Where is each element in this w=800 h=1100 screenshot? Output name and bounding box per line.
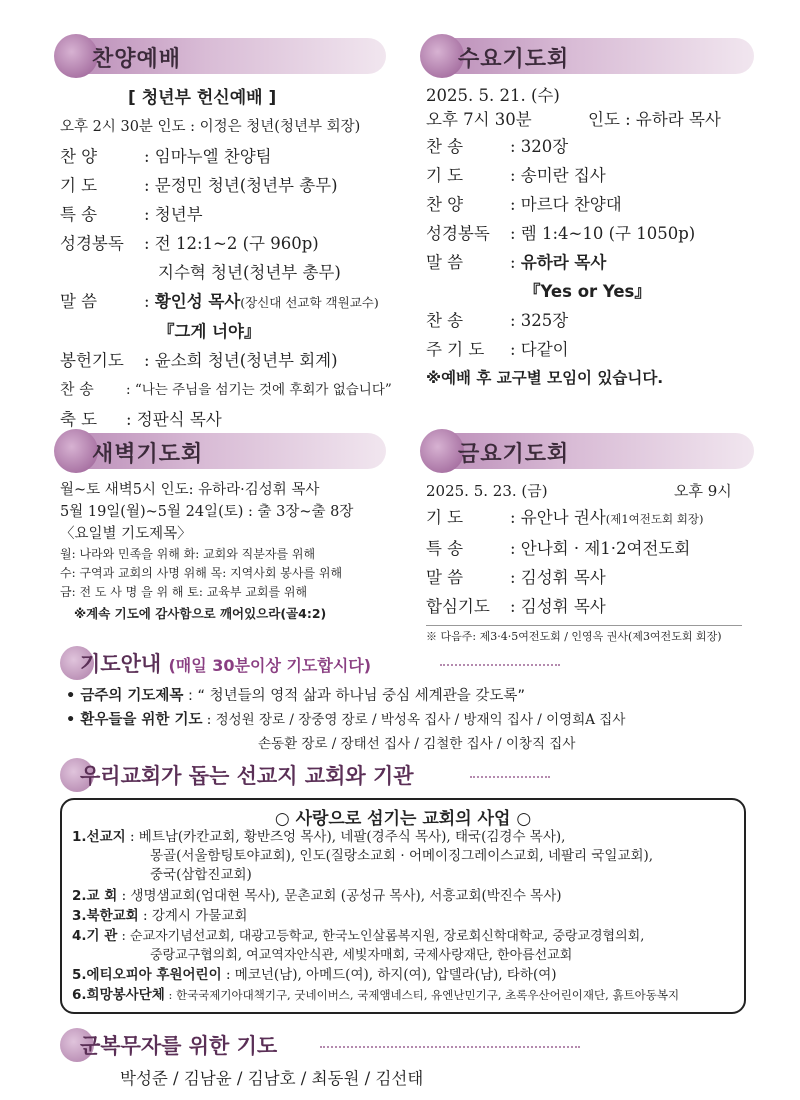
service-note: ※예배 후 교구별 모임이 있습니다. bbox=[426, 369, 664, 387]
topic-line: 금: 전 도 사 명 을 위 해 토: 교육부 교회를 위해 bbox=[60, 585, 308, 599]
mission-item: 2.교 회 : 생명샘교회(엄대현 목사), 문촌교회 (공성규 목사), 서흥교회(박진수 목사) bbox=[72, 888, 562, 904]
order-row: 성경봉독 : 전 12:1~2 (구 960p) bbox=[60, 234, 319, 253]
sermon-row: 말 씀 : 유하라 목사 bbox=[426, 253, 607, 272]
dawn-reading: 5월 19일(월)~5월 24일(토) : 출 3장~출 8장 bbox=[60, 504, 354, 520]
dawn-verse: ※계속 기도에 감사함으로 깨어있으라(골4:2) bbox=[74, 606, 327, 621]
preacher: 유하라 목사 bbox=[520, 253, 607, 272]
mission-item-cont: 중랑교구협의회, 여교역자안식관, 세빛자매회, 국제사랑재단, 한아름선교회 bbox=[150, 948, 573, 963]
order-row: 찬 송 : 320장 bbox=[426, 137, 569, 156]
order-row: 축 도 : 정판식 목사 bbox=[60, 410, 222, 429]
order-row: 성경봉독 : 렘 1:4~10 (구 1050p) bbox=[426, 224, 696, 243]
mission-item: 6.희망봉사단체 : 한국국제기아대책기구, 굿네이버스, 국제앰네스티, 유엔난민기구, 초록우산어린이재단, 흙트아동복지 bbox=[72, 987, 680, 1003]
service-date-time: 2025. 5. 23. (금) 오후 9시 bbox=[426, 482, 732, 500]
order-row: 찬 양 : 마르다 찬양대 bbox=[426, 195, 622, 214]
prayer-guide-header bbox=[60, 648, 750, 678]
service-date: 2025. 5. 21. (수) bbox=[426, 86, 560, 105]
topic-line: 수: 구역과 교회의 사명 위해 목: 지역사회 봉사를 위해 bbox=[60, 566, 343, 580]
service-time: 오후 2시 30분 인도 : 이정은 청년(청년부 회장) bbox=[60, 119, 361, 135]
sermon-title: 『Yes or Yes』 bbox=[524, 282, 651, 301]
mission-item: 3.북한교회 : 강계시 가물교회 bbox=[72, 908, 248, 924]
section-title: 금요기도회 bbox=[458, 442, 570, 467]
box-title: ○ 사랑으로 섬기는 교회의 사업 ○ bbox=[274, 809, 532, 829]
order-row: 기 도 : 송미란 집사 bbox=[426, 166, 606, 185]
section-header-friday bbox=[426, 433, 754, 469]
weekly-topic: • 금주의 기도제목 : “ 청년들의 영적 삶과 하나님 중심 세계관을 갖도록” bbox=[66, 688, 525, 704]
section-title: 수요기도회 bbox=[458, 47, 570, 72]
patients-line: 손동환 장로 / 장태선 집사 / 김철한 집사 / 이창직 집사 bbox=[258, 736, 576, 752]
order-row: 특 송 : 안나회 · 제1·2여전도회 bbox=[426, 539, 691, 558]
dotted-rule bbox=[440, 664, 560, 666]
dotted-rule bbox=[470, 776, 550, 778]
section-title: 군복무자를 위한 기도 bbox=[80, 1034, 278, 1058]
sunday-service bbox=[60, 84, 400, 434]
preacher-note: (장신대 선교학 객원교수) bbox=[240, 295, 379, 310]
mission-item-cont: 몽골(서울함팅토야교회), 인도(질랑소교회 · 어메이징그레이스교회, 네팔리 국일교회), bbox=[150, 848, 654, 864]
order-row: 찬 송 : “나는 주님을 섬기는 것에 후회가 없습니다” bbox=[60, 380, 392, 398]
wednesday-service bbox=[426, 84, 756, 393]
order-row: 찬 송 : 325장 bbox=[426, 311, 569, 330]
sermon-row: 말 씀 : 황인성 목사(장신대 선교학 객원교수) bbox=[60, 292, 379, 311]
reader-2: 지수혁 청년(청년부 총무) bbox=[158, 263, 341, 282]
military-names: 박성준 / 김남윤 / 김남호 / 최동원 / 김선태 bbox=[120, 1069, 424, 1088]
next-week-note: ※ 다음주: 제3·4·5여전도회 / 인영옥 권사(제3여전도회 회장) bbox=[426, 630, 722, 643]
mission-item-cont: 중국(삼합진교회) bbox=[150, 867, 252, 883]
section-header-wednesday bbox=[426, 38, 754, 74]
mission-item: 1.선교지 : 베트남(카칸교회, 황반즈엉 목사), 네팔(경주식 목사), 태국(김경수 목사), bbox=[72, 829, 566, 845]
section-title: 기도안내 bbox=[80, 652, 162, 676]
section-header-dawn bbox=[60, 433, 386, 469]
order-row: 합심기도 : 김성휘 목사 bbox=[426, 597, 606, 616]
section-title: 우리교회가 돕는 선교지 교회와 기관 bbox=[80, 764, 414, 788]
dotted-rule bbox=[320, 1046, 580, 1048]
mission-item: 4.기 관 : 순교자기념선교회, 대광고등학교, 한국노인살롬복지원, 장로회신학대학교, 중랑교경협의회, bbox=[72, 928, 645, 944]
order-row: 기 도 : 문정민 청년(청년부 총무) bbox=[60, 176, 338, 195]
preacher: 황인성 목사 bbox=[154, 292, 241, 311]
military-header bbox=[60, 1030, 750, 1060]
order-row: 기 도 : 유안나 권사(제1여전도회 회장) bbox=[426, 508, 704, 527]
mission-item: 5.에티오피아 후원어린이 : 메코넌(남), 아메드(여), 하지(여), 압델라(남), 타하(여) bbox=[72, 967, 557, 983]
section-title: 새벽기도회 bbox=[92, 442, 204, 467]
order-row: 특 송 : 청년부 bbox=[60, 205, 203, 224]
topic-line: 월: 나라와 민족을 위해 화: 교회와 직분자를 위해 bbox=[60, 547, 316, 561]
section-subtitle: (매일 30분이상 기도합시다) bbox=[168, 656, 372, 675]
order-row: 주 기 도 : 다같이 bbox=[426, 340, 569, 359]
patients-line: • 환우들을 위한 기도 : 정성원 장로 / 장중영 장로 / 박성옥 집사 / 방재익 집사 / 이영희A 집사 bbox=[66, 712, 626, 728]
order-row: 말 씀 : 김성휘 목사 bbox=[426, 568, 606, 587]
dawn-time: 월~토 새벽5시 인도: 유하라·김성휘 목사 bbox=[60, 482, 320, 498]
sermon-title: 『그게 너야』 bbox=[158, 322, 261, 341]
missions-box bbox=[60, 798, 746, 1014]
prayer-guide-body bbox=[66, 684, 756, 756]
dawn-service bbox=[60, 479, 400, 626]
missions-header bbox=[60, 760, 750, 790]
topic-header: 〈요일별 기도제목〉 bbox=[60, 526, 192, 542]
service-time: 오후 7시 30분 인도 : 유하라 목사 bbox=[426, 110, 721, 129]
section-title: 찬양예배 bbox=[92, 47, 182, 72]
friday-service bbox=[426, 479, 756, 648]
order-row: 찬 양 : 임마누엘 찬양팀 bbox=[60, 147, 272, 166]
service-subtitle: [ 청년부 헌신예배 ] bbox=[128, 88, 277, 108]
section-header-sunday bbox=[60, 38, 386, 74]
order-row: 봉헌기도 : 윤소희 청년(청년부 회계) bbox=[60, 351, 338, 370]
